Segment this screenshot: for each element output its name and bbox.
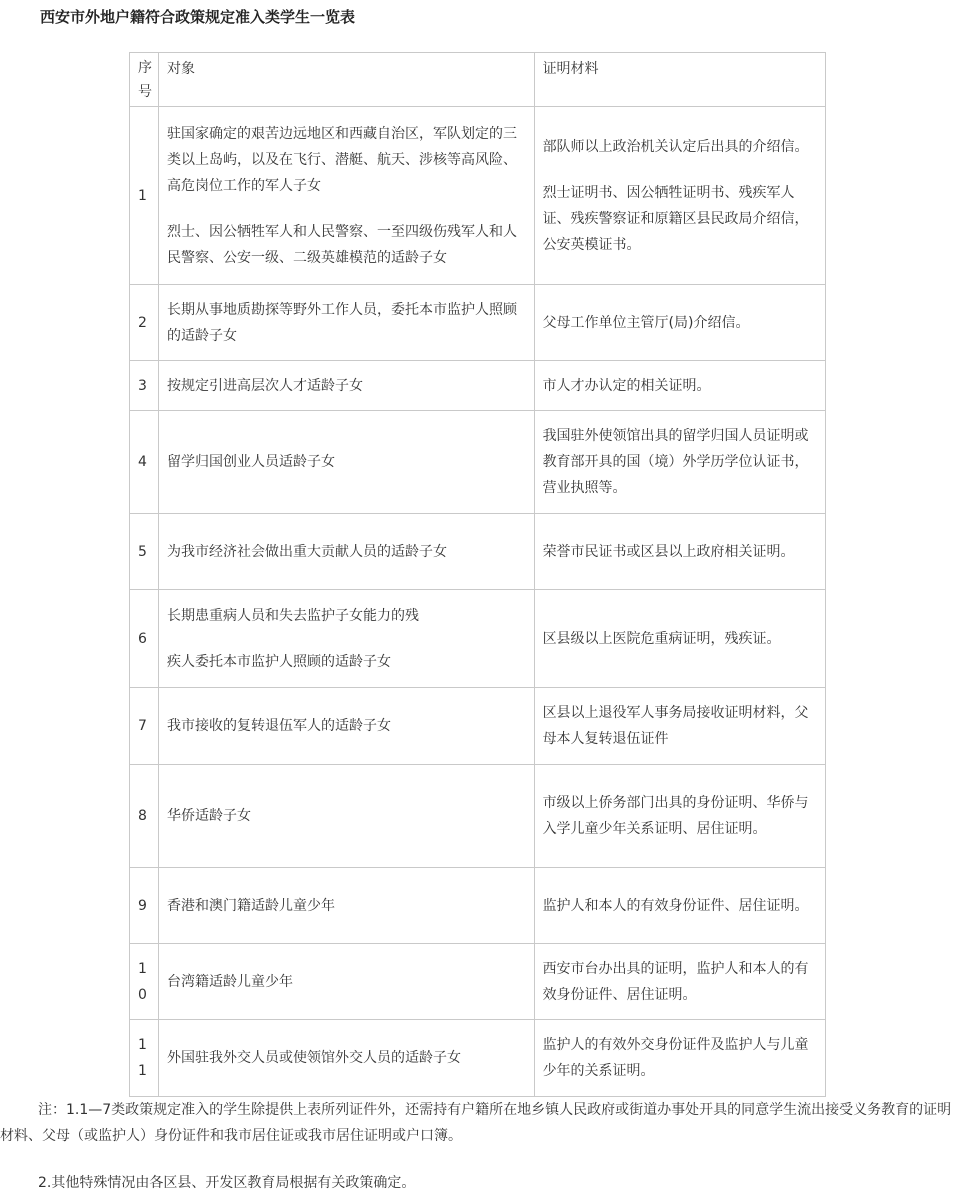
table-row bbox=[130, 688, 826, 765]
target-text: 驻国家确定的艰苦边远地区和西藏自治区，军队划定的三类以上岛屿，以及在飞行、潜艇、航天、涉核等高风险、高危岗位工作的军人子女 bbox=[167, 125, 518, 194]
target-text: 我市接收的复转退伍军人的适龄子女 bbox=[167, 718, 392, 734]
note-paragraph: 注：1.1—7类政策规定准入的学生除提供上表所列证件外，还需持有户籍所在地乡镇人民政府或街道办事处开具的同意学生流出接受义务教育的证明材料、父母（或监护人）身份证件和我市居住证或我市居住证明或户口簿。 bbox=[0, 1102, 952, 1144]
row-number: 8 bbox=[130, 765, 159, 868]
proof-text: 监护人和本人的有效身份证件、居住证明。 bbox=[542, 897, 809, 914]
table-row bbox=[130, 411, 826, 514]
header-proof: 证明材料 bbox=[534, 53, 825, 107]
target-text: 外国驻我外交人员或使领馆外交人员的适龄子女 bbox=[167, 1050, 462, 1066]
proof-cell bbox=[534, 590, 825, 688]
target-cell bbox=[159, 1020, 535, 1097]
proof-cell bbox=[534, 514, 825, 590]
target-text: 按规定引进高层次人才适龄子女 bbox=[167, 377, 364, 394]
proof-text: 监护人的有效外交身份证件及监护人与儿童少年的关系证明。 bbox=[542, 1037, 809, 1079]
proof-text: 部队师以上政治机关认定后出具的介绍信。 bbox=[542, 138, 809, 155]
proof-text: 区县级以上医院危重病证明，残疾证。 bbox=[542, 630, 781, 647]
proof-text: 荣誉市民证书或区县以上政府相关证明。 bbox=[542, 543, 795, 560]
table-header-row bbox=[130, 53, 826, 107]
proof-text: 西安市台办出具的证明，监护人和本人的有效身份证件、居住证明。 bbox=[542, 960, 809, 1003]
proof-cell bbox=[534, 285, 825, 361]
row-number: 5 bbox=[130, 514, 159, 590]
table-row bbox=[130, 765, 826, 868]
table-row bbox=[130, 514, 826, 590]
table-row bbox=[130, 590, 826, 688]
row-number: 11 bbox=[130, 1020, 159, 1097]
row-number: 4 bbox=[130, 411, 159, 514]
note-paragraph: 2.其他特殊情况由各区县、开发区教育局根据有关政策确定。 bbox=[38, 1175, 416, 1191]
target-cell bbox=[159, 285, 535, 361]
proof-cell bbox=[534, 688, 825, 765]
proof-text: 市级以上侨务部门出具的身份证明、华侨与入学儿童少年关系证明、居住证明。 bbox=[542, 795, 809, 837]
row-number: 2 bbox=[130, 285, 159, 361]
target-cell bbox=[159, 765, 535, 868]
table-row bbox=[130, 1020, 826, 1097]
header-target: 对象 bbox=[159, 53, 535, 107]
proof-text: 父母工作单位主管厅(局)介绍信。 bbox=[542, 314, 750, 331]
target-text: 长期患重病人员和失去监护子女能力的残 bbox=[167, 607, 420, 624]
proof-text: 市人才办认定的相关证明。 bbox=[542, 377, 711, 394]
table-row bbox=[130, 107, 826, 285]
proof-cell bbox=[534, 868, 825, 944]
row-number: 9 bbox=[130, 868, 159, 944]
proof-cell bbox=[534, 1020, 825, 1097]
target-cell bbox=[159, 944, 535, 1020]
target-text: 台湾籍适龄儿童少年 bbox=[167, 973, 294, 990]
row-number: 6 bbox=[130, 590, 159, 688]
table-row bbox=[130, 944, 826, 1020]
proof-cell bbox=[534, 107, 825, 285]
policy-table bbox=[129, 52, 826, 1097]
row-number: 3 bbox=[130, 361, 159, 411]
target-text: 疾人委托本市监护人照顾的适龄子女 bbox=[167, 653, 392, 670]
target-text: 香港和澳门籍适龄儿童少年 bbox=[167, 897, 336, 914]
row-number: 1 bbox=[130, 107, 159, 285]
target-text: 烈士、因公牺牲军人和人民警察、一至四级伤残军人和人民警察、公安一级、二级英雄模范的适龄子女 bbox=[167, 223, 518, 266]
target-text: 长期从事地质勘探等野外工作人员，委托本市监护人照顾的适龄子女 bbox=[167, 301, 518, 344]
proof-cell bbox=[534, 411, 825, 514]
target-cell bbox=[159, 868, 535, 944]
target-text: 华侨适龄子女 bbox=[167, 808, 252, 824]
proof-text: 我国驻外使领馆出具的留学归国人员证明或教育部开具的国（境）外学历学位认证书，营业执照等。 bbox=[542, 428, 809, 496]
table-row bbox=[130, 868, 826, 944]
target-cell bbox=[159, 107, 535, 285]
proof-text: 区县以上退役军人事务局接收证明材料，父母本人复转退伍证件 bbox=[542, 705, 809, 747]
target-cell bbox=[159, 688, 535, 765]
target-cell bbox=[159, 361, 535, 411]
target-text: 为我市经济社会做出重大贡献人员的适龄子女 bbox=[167, 543, 448, 560]
row-number: 10 bbox=[130, 944, 159, 1020]
proof-text: 烈士证明书、因公牺牲证明书、残疾军人证、残疾警察证和原籍区县民政局介绍信，公安英模证书。 bbox=[542, 184, 809, 253]
document-title: 西安市外地户籍符合政策规定准入类学生一览表 bbox=[40, 8, 356, 26]
proof-cell bbox=[534, 361, 825, 411]
target-text: 留学归国创业人员适龄子女 bbox=[167, 454, 336, 470]
target-cell bbox=[159, 411, 535, 514]
header-no: 序号 bbox=[130, 53, 159, 107]
proof-cell bbox=[534, 944, 825, 1020]
table-row bbox=[130, 361, 826, 411]
table-row bbox=[130, 285, 826, 361]
proof-cell bbox=[534, 765, 825, 868]
target-cell bbox=[159, 514, 535, 590]
target-cell bbox=[159, 590, 535, 688]
row-number: 7 bbox=[130, 688, 159, 765]
